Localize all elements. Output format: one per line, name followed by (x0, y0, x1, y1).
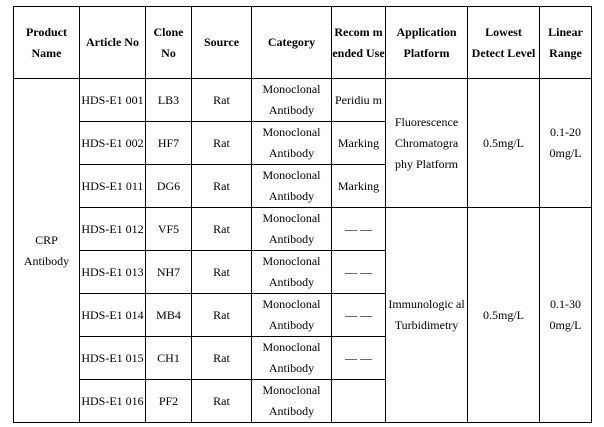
source-cell: Rat (192, 122, 252, 165)
use-cell: Marking (332, 122, 386, 165)
range-cell: 0.1-30 0mg/L (540, 208, 592, 423)
clone-cell: PF2 (146, 380, 192, 423)
lowest-cell: 0.5mg/L (468, 79, 540, 208)
header-category: Category (252, 7, 332, 79)
article-cell: HDS-E1 011 (80, 165, 146, 208)
clone-cell: NH7 (146, 251, 192, 294)
header-product-name: Product Name (14, 7, 80, 79)
table-row (14, 79, 592, 122)
use-cell: — — (332, 294, 386, 337)
platform-cell: Fluorescence Chromatogra phy Platform (386, 79, 468, 208)
category-cell: Monoclonal Antibody (252, 251, 332, 294)
source-cell: Rat (192, 165, 252, 208)
use-cell: — — (332, 337, 386, 380)
use-cell: — — (332, 251, 386, 294)
header-recommended-use: Recom mended Use (332, 7, 386, 79)
header-clone-no: Clone No (146, 7, 192, 79)
range-cell: 0.1-20 0mg/L (540, 79, 592, 208)
category-cell: Monoclonal Antibody (252, 122, 332, 165)
header-source: Source (192, 7, 252, 79)
platform-cell: Immunologic al Turbidimetry (386, 208, 468, 423)
article-cell: HDS-E1 015 (80, 337, 146, 380)
use-cell: — — (332, 208, 386, 251)
source-cell: Rat (192, 208, 252, 251)
clone-cell: MB4 (146, 294, 192, 337)
article-cell: HDS-E1 012 (80, 208, 146, 251)
source-cell: Rat (192, 337, 252, 380)
header-lowest-detect-level: Lowest Detect Level (468, 7, 540, 79)
use-cell: Marking (332, 165, 386, 208)
category-cell: Monoclonal Antibody (252, 380, 332, 423)
source-cell: Rat (192, 79, 252, 122)
category-cell: Monoclonal Antibody (252, 165, 332, 208)
clone-cell: VF5 (146, 208, 192, 251)
header-row (14, 7, 592, 79)
category-cell: Monoclonal Antibody (252, 79, 332, 122)
use-cell (332, 380, 386, 423)
source-cell: Rat (192, 380, 252, 423)
category-cell: Monoclonal Antibody (252, 337, 332, 380)
product-name-cell: CRP Antibody (14, 79, 80, 423)
article-cell: HDS-E1 001 (80, 79, 146, 122)
category-cell: Monoclonal Antibody (252, 208, 332, 251)
header-linear-range: Linear Range (540, 7, 592, 79)
header-article-no: Article No (80, 7, 146, 79)
article-cell: HDS-E1 016 (80, 380, 146, 423)
source-cell: Rat (192, 251, 252, 294)
article-cell: HDS-E1 013 (80, 251, 146, 294)
table-row (14, 208, 592, 251)
use-cell: Peridiu m (332, 79, 386, 122)
category-cell: Monoclonal Antibody (252, 294, 332, 337)
product-table (13, 6, 592, 423)
clone-cell: CH1 (146, 337, 192, 380)
lowest-cell: 0.5mg/L (468, 208, 540, 423)
article-cell: HDS-E1 014 (80, 294, 146, 337)
clone-cell: HF7 (146, 122, 192, 165)
source-cell: Rat (192, 294, 252, 337)
article-cell: HDS-E1 002 (80, 122, 146, 165)
clone-cell: LB3 (146, 79, 192, 122)
header-application-platform: Application Platform (386, 7, 468, 79)
clone-cell: DG6 (146, 165, 192, 208)
